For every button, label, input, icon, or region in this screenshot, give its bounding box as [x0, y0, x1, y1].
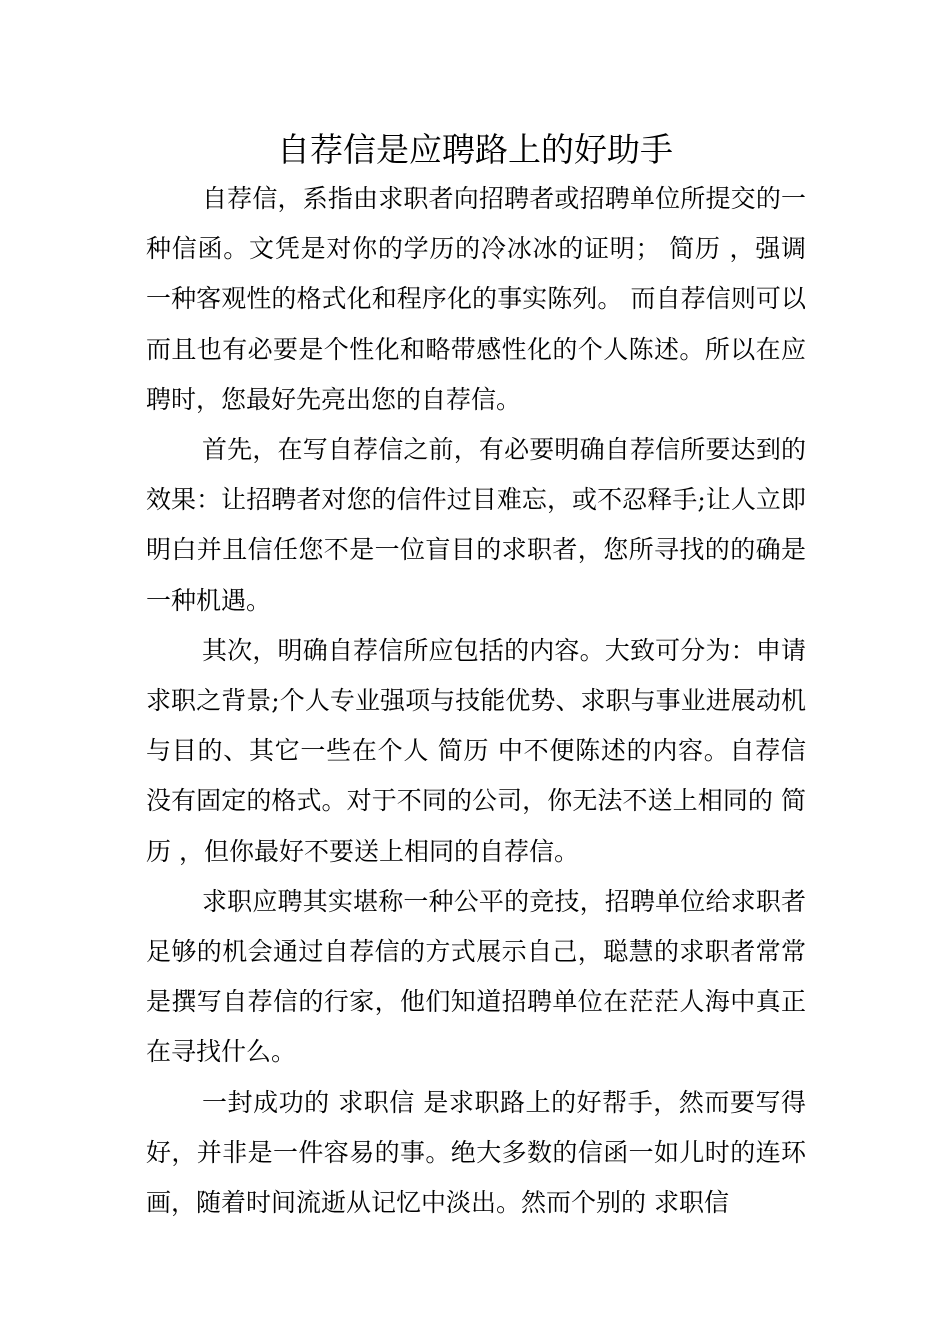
document-title: 自荐信是应聘路上的好助手	[277, 130, 673, 169]
paragraph-3: 其次，明确自荐信所应包括的内容。大致可分为：申请求职之背景;个人专业强项与技能优势、求职与事业进展动机与目的、其它一些在个人 简历 中不便陈述的内容。自荐信没有固定的格式。对于不同的公司，你无法不送上相同的 简历 ，但你最好不要送上相同的自荐信。	[146, 635, 806, 866]
paragraph-4: 求职应聘其实堪称一种公平的竞技，招聘单位给求职者足够的机会通过自荐信的方式展示自己，聪慧的求职者常常是撰写自荐信的行家，他们知道招聘单位在茫茫人海中真正在寻找什么。	[146, 886, 806, 1067]
paragraph-5: 一封成功的 求职信 是求职路上的好帮手，然而要写得好，并非是一件容易的事。绝大多数的信函一如儿时的连环画，随着时间流逝从记忆中淡出。然而个别的 求职信	[146, 1087, 806, 1218]
paragraph-1: 自荐信，系指由求职者向招聘者或招聘单位所提交的一种信函。文凭是对你的学历的冷冰冰的证明； 简历 ，强调一种客观性的格式化和程序化的事实陈列。 而自荐信则可以而且也有必要是个性化和略带感性化的个人陈述。所以在应聘时，您最好先亮出您的自荐信。	[146, 184, 806, 414]
document-body	[146, 174, 806, 1228]
paragraph-2: 首先，在写自荐信之前，有必要明确自荐信所要达到的效果：让招聘者对您的信件过目难忘，或不忍释手;让人立即明白并且信任您不是一位盲目的求职者，您所寻找的的确是一种机遇。	[146, 435, 806, 615]
